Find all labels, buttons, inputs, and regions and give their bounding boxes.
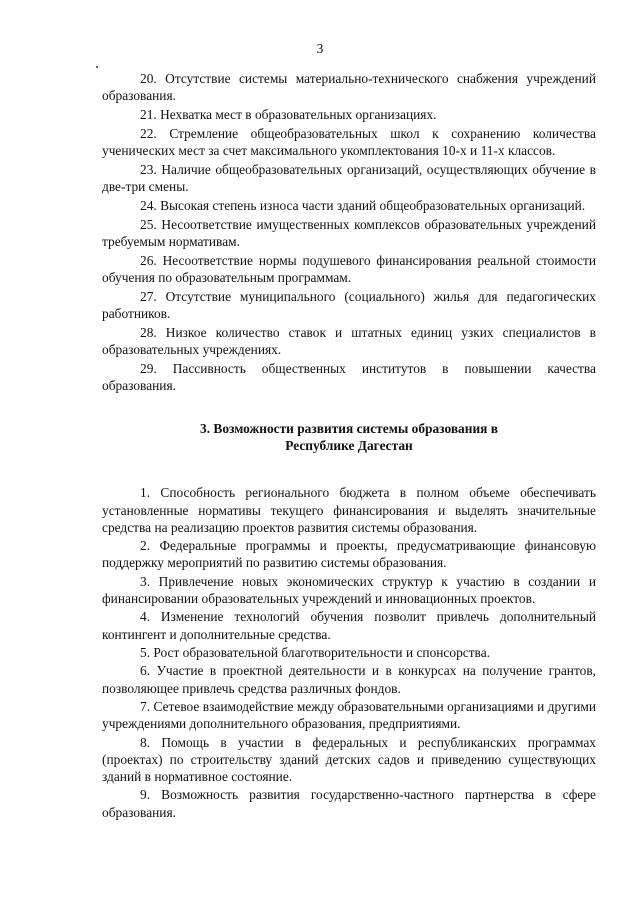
section-heading — [102, 420, 596, 454]
list-item: 9. Возможность развития государственно-частного партнерства в сфере образования. — [102, 787, 596, 820]
list-item: 4. Изменение технологий обучения позволит привлечь дополнительный контингент и дополнительные средства. — [102, 609, 596, 642]
list-item: 3. Привлечение новых экономических структур к участию в создании и финансировании образовательных учреждений и инновационных проектов. — [102, 573, 596, 606]
list-item: 1. Способность регионального бюджета в полном объеме обеспечивать установленные нормативы текущего финансирования и выделять значительные средства на реализацию проектов развития системы образования. — [102, 485, 596, 535]
list-item: 7. Сетевое взаимодействие между образовательными организациями и другими учреждениями дополнительного образования, предприятиями. — [102, 698, 596, 732]
weaknesses-list — [102, 70, 596, 394]
list-item: 23. Наличие общеобразовательных организаций, осуществляющих обучение в две-три смены. — [102, 161, 596, 194]
list-item: 2. Федеральные программы и проекты, предусматривающие финансовую поддержку мероприятий по развитию системы образования. — [102, 538, 596, 571]
list-item: 21. Нехватка мест в образовательных организациях. — [140, 107, 437, 122]
scan-speck — [96, 66, 98, 68]
list-item: 26. Несоответствие нормы подушевого финансирования реальной стоимости обучения по образовательным программам. — [102, 252, 596, 285]
list-item: 24. Высокая степень износа части зданий общеобразовательных организаций. — [140, 197, 586, 213]
list-item: 6. Участие в проектной деятельности и в конкурсах на получение грантов, позволяющее привлечь средства различных фондов. — [102, 663, 596, 696]
list-item: 8. Помощь в участии в федеральных и республиканских программах (проектах) по строительству зданий детских садов и приведению существующих зданий в нормативное состояние. — [102, 734, 596, 784]
list-item: 29. Пассивность общественных институтов в повышении качества образования. — [102, 360, 596, 393]
section-heading-line-2: Республике Дагестан — [285, 438, 413, 454]
section-heading-line-1: 3. Возможности развития системы образования в — [200, 421, 498, 436]
opportunities-list — [102, 484, 596, 820]
list-item: 27. Отсутствие муниципального (социального) жилья для педагогических работников. — [102, 288, 596, 321]
list-item: 5. Рост образовательной благотворительности и спонсорства. — [140, 644, 490, 660]
list-item: 25. Несоответствие имущественных комплексов образовательных учреждений требуемым нормативам. — [102, 216, 596, 249]
page-number: 3 — [316, 41, 324, 56]
list-item: 22. Стремление общеобразовательных школ к сохранению количества ученических мест за счет максимального укомплектования 10-х и 11-х классов. — [102, 125, 596, 158]
list-item: 20. Отсутствие системы материально-технического снабжения учреждений образования. — [102, 71, 596, 104]
page-content — [102, 70, 596, 822]
list-item: 28. Низкое количество ставок и штатных единиц узких специалистов в образовательных учреждениях. — [102, 324, 596, 357]
